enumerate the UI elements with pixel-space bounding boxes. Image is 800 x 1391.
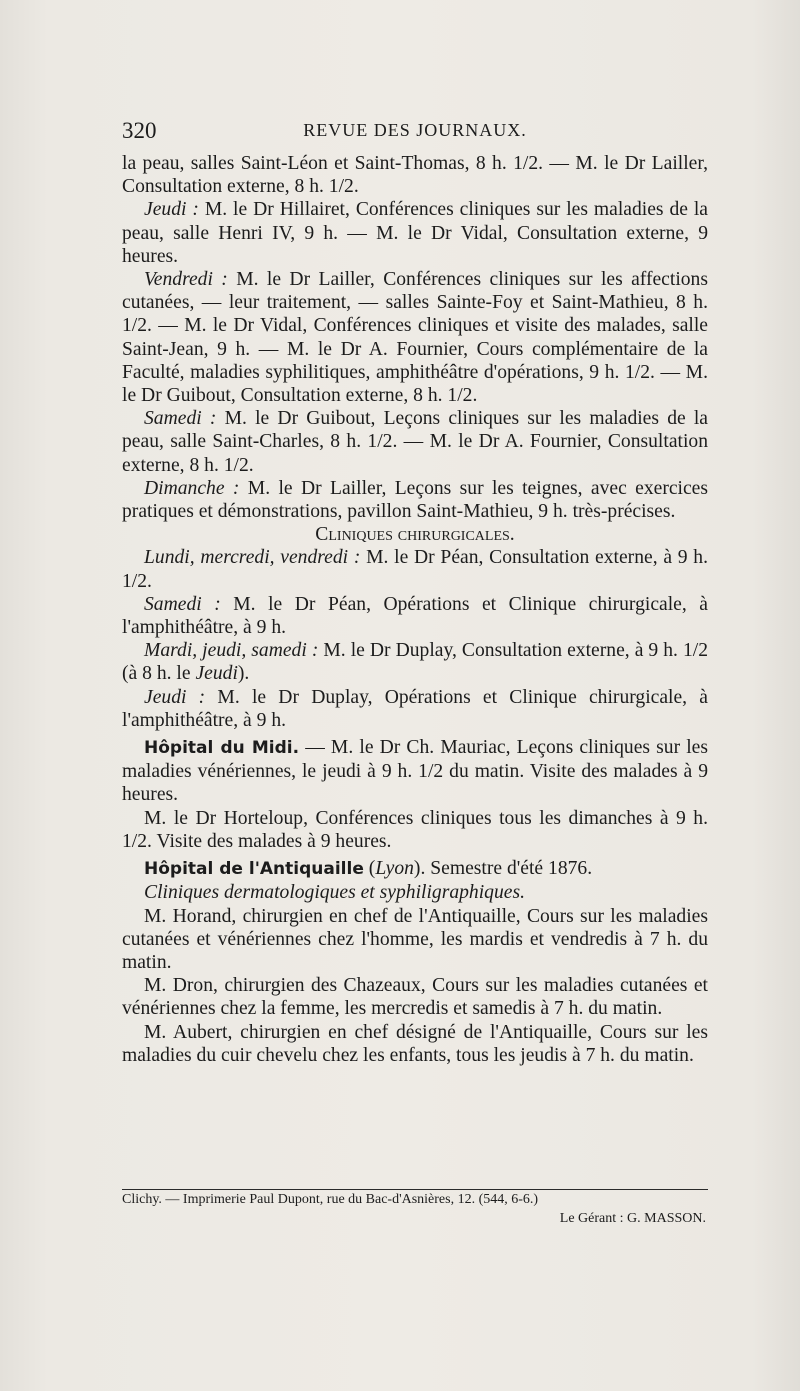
day-label: Mardi, jeudi, samedi :	[144, 640, 319, 662]
page-header	[122, 118, 708, 148]
day-label: Jeudi :	[144, 199, 199, 221]
day-label: Samedi :	[144, 593, 221, 615]
paragraph: la peau, salles Saint-Léon et Saint-Thomas, 8 h. 1/2. — M. le Dr Lailler, Consultation externe, 8 h. 1/2.	[122, 153, 708, 198]
printer-line: Clichy. — Imprimerie Paul Dupont, rue du Bac-d'Asnières, 12. (544, 6-6.)	[122, 1192, 539, 1207]
paragraph: Jeudi : M. le Dr Hillairet, Conférences cliniques sur les maladies de la peau, salle Henri IV, 9 h. — M. le Dr Vidal, Consultation externe, 9 heures.	[122, 199, 708, 267]
day-label: Dimanche :	[144, 477, 240, 499]
day-label: Jeudi :	[144, 686, 206, 708]
page-footer	[122, 1190, 708, 1228]
paragraph: Mardi, jeudi, samedi : M. le Dr Duplay, Consultation externe, à 9 h. 1/2 (à 8 h. le Jeudi).	[122, 640, 708, 685]
paragraph: Vendredi : M. le Dr Lailler, Conférences cliniques sur les affections cutanées, — leur traitement, — salles Sainte-Foy et Saint-Mathieu, 8 h. 1/2. — M. le Dr Vidal, Conférences cliniques et visite des malades, salle Saint-Jean, 9 h. — M. le Dr A. Fournier, Cours complémentaire de la Faculté, maladies syphilitiques, amphithéâtre d'opérations, 9 h. 1/2. — M. le Dr Guibout, Consultation externe, 8 h. 1/2.	[122, 269, 708, 407]
running-title: REVUE DES JOURNAUX.	[303, 120, 527, 140]
hospital-heading: Hôpital de l'Antiquaille	[144, 859, 364, 880]
body-text	[122, 152, 708, 1067]
manager-line: Le Gérant : G. MASSON.	[559, 1211, 706, 1226]
hospital-heading: Hôpital du Midi.	[144, 738, 300, 759]
paragraph: Hôpital du Midi. — M. le Dr Ch. Mauriac, Leçons cliniques sur les maladies vénériennes, le jeudi à 9 h. 1/2 du matin. Visite des malades à 9 heures.	[122, 737, 709, 806]
paragraph: Samedi : M. le Dr Péan, Opérations et Clinique chirurgicale, à l'amphithéâtre, à 9 h.	[122, 593, 708, 639]
day-label: Lundi, mercredi, vendredi :	[144, 547, 361, 569]
page-number: 320	[122, 118, 157, 143]
paragraph: M. le Dr Horteloup, Conférences cliniques tous les dimanches à 9 h. 1/2. Visite des malades à 9 heures.	[122, 807, 708, 852]
day-label: Samedi :	[144, 408, 217, 430]
paragraph: Lundi, mercredi, vendredi : M. le Dr Péan, Consultation externe, à 9 h. 1/2.	[122, 547, 708, 592]
paragraph: Dimanche : M. le Dr Lailler, Leçons sur les teignes, avec exercices pratiques et démonstrations, pavillon Saint-Mathieu, 9 h. très-précises.	[122, 477, 708, 523]
paragraph: Hôpital de l'Antiquaille (Lyon). Semestre d'été 1876.	[144, 858, 593, 880]
paragraph: M. Aubert, chirurgien en chef désigné de l'Antiquaille, Cours sur les maladies du cuir chevelu chez les enfants, tous les jeudis à 7 h. du matin.	[122, 1021, 708, 1066]
paragraph: Samedi : M. le Dr Guibout, Leçons cliniques sur les maladies de la peau, salle Saint-Charles, 8 h. 1/2. — M. le Dr A. Fournier, Consultation externe, 8 h. 1/2.	[122, 408, 709, 476]
paragraph: M. Dron, chirurgien des Chazeaux, Cours sur les maladies cutanées et vénériennes chez la femme, les mercredis et samedis à 7 h. du matin.	[122, 975, 708, 1020]
paragraph: Jeudi : M. le Dr Duplay, Opérations et Clinique chirurgicale, à l'amphithéâtre, à 9 h.	[122, 686, 708, 731]
day-label: Vendredi :	[144, 269, 228, 291]
section-heading: Cliniques chirurgicales.	[315, 524, 515, 546]
paragraph: M. Horand, chirurgien en chef de l'Antiquaille, Cours sur les maladies cutanées et vénériennes chez l'homme, les mardis et vendredis à 7 h. du matin.	[122, 905, 708, 973]
subtitle: Cliniques dermatologiques et syphiligraphiques.	[144, 882, 525, 904]
